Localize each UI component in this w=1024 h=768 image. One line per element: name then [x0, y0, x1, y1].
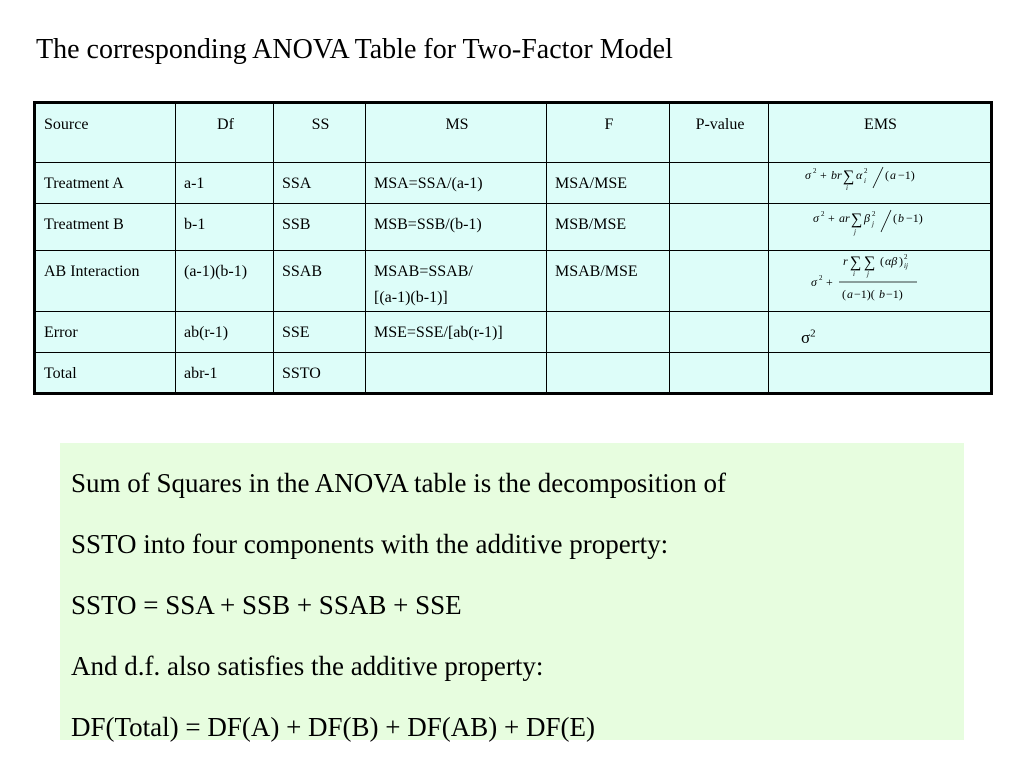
p-value-cell: [670, 352, 769, 393]
header-p-value: P-value: [670, 103, 769, 163]
svg-text:br: br: [831, 168, 842, 182]
note-line: SSTO into four components with the additive property:: [71, 529, 669, 559]
note-line: And d.f. also satisfies the additive property:: [71, 651, 544, 681]
svg-text:+: +: [820, 168, 827, 182]
svg-text:i: i: [846, 184, 848, 192]
svg-text:β: β: [864, 211, 870, 225]
p-value-cell: [670, 312, 769, 353]
svg-text:2: 2: [821, 210, 825, 218]
p-value-cell: [670, 204, 769, 251]
ms-cell: MSA=SSA/(a-1): [366, 163, 547, 204]
svg-text:b: b: [879, 287, 885, 301]
header-f: F: [547, 103, 670, 163]
svg-text:−1): −1): [906, 211, 923, 225]
source-cell: Total: [35, 352, 176, 393]
ss-cell: SSB: [274, 204, 366, 251]
anova-table: [33, 101, 993, 395]
svg-text:2: 2: [872, 210, 876, 218]
p-value-cell: [670, 251, 769, 312]
source-cell: Error: [35, 312, 176, 353]
table-row: [35, 251, 992, 312]
table-row: [35, 352, 992, 393]
note-line: DF(Total) = DF(A) + DF(B) + DF(AB) + DF(E): [71, 712, 595, 742]
table-header-row: [35, 103, 992, 163]
df-cell: ab(r-1): [176, 312, 274, 353]
f-cell: MSB/MSE: [547, 204, 670, 251]
svg-text:σ: σ: [805, 168, 811, 182]
source-cell: Treatment B: [35, 204, 176, 251]
svg-text:αβ: αβ: [885, 254, 898, 268]
page-title: The corresponding ANOVA Table for Two-Factor Model: [36, 34, 673, 65]
header-ss: SS: [274, 103, 366, 163]
svg-text:ar: ar: [839, 211, 850, 225]
svg-text:∑: ∑: [851, 211, 863, 228]
note-line: SSTO = SSA + SSB + SSAB + SSE: [71, 590, 462, 620]
svg-text:): ): [899, 254, 903, 268]
ems-formula-a: [769, 163, 992, 204]
ems-formula-a-drawing: [803, 165, 943, 193]
header-df: Df: [176, 103, 274, 163]
f-cell: [547, 352, 670, 393]
svg-text:σ: σ: [811, 275, 817, 289]
svg-text:2: 2: [904, 253, 908, 261]
svg-text:(: (: [842, 287, 846, 301]
ss-cell: SSAB: [274, 251, 366, 312]
source-cell: AB Interaction: [35, 251, 176, 312]
svg-text:−1)(: −1)(: [854, 287, 875, 301]
header-ms: MS: [366, 103, 547, 163]
df-cell: a-1: [176, 163, 274, 204]
f-cell: [547, 312, 670, 353]
svg-text:a: a: [890, 168, 896, 182]
sigma-symbol: σ: [801, 327, 811, 347]
ss-cell: SSA: [274, 163, 366, 204]
svg-text:j: j: [872, 220, 874, 228]
svg-text:b: b: [898, 211, 904, 225]
explanation-box: [60, 443, 964, 740]
df-cell: (a-1)(b-1): [176, 251, 274, 312]
svg-text:j: j: [867, 270, 869, 278]
header-ems: EMS: [769, 103, 992, 163]
svg-text:2: 2: [813, 167, 817, 175]
svg-text:(: (: [885, 168, 889, 182]
df-cell: b-1: [176, 204, 274, 251]
ms-cell: [366, 352, 547, 393]
ems-formula-ab: [769, 251, 992, 312]
svg-text:(: (: [893, 211, 897, 225]
svg-text:α: α: [856, 168, 863, 182]
svg-text:i: i: [864, 177, 866, 185]
svg-text:ij: ij: [904, 262, 908, 270]
svg-text:a: a: [847, 287, 853, 301]
ems-formula-ab-drawing: [809, 253, 949, 309]
ms-line-2: [(a-1)(b-1)]: [374, 289, 448, 306]
df-cell: abr-1: [176, 352, 274, 393]
sigma-exponent: 2: [810, 327, 816, 339]
ms-cell: [366, 251, 547, 312]
ms-line-1: MSAB=SSAB/: [374, 263, 473, 280]
ems-sigma-squared: [769, 312, 992, 353]
svg-text:σ: σ: [813, 211, 819, 225]
svg-text:∑: ∑: [864, 254, 876, 271]
ss-cell: SSTO: [274, 352, 366, 393]
p-value-cell: [670, 163, 769, 204]
svg-text:2: 2: [864, 167, 868, 175]
svg-text:(: (: [880, 254, 884, 268]
svg-text:−1): −1): [898, 168, 915, 182]
ems-formula-b-drawing: [811, 208, 951, 238]
svg-text:+: +: [828, 211, 835, 225]
ems-formula-b: [769, 204, 992, 251]
source-cell: Treatment A: [35, 163, 176, 204]
note-line: Sum of Squares in the ANOVA table is the decomposition of: [71, 468, 726, 498]
svg-text:j: j: [854, 228, 856, 236]
svg-text:+: +: [826, 275, 833, 289]
ms-cell: MSB=SSB/(b-1): [366, 204, 547, 251]
ss-cell: SSE: [274, 312, 366, 353]
svg-text:∑: ∑: [850, 254, 862, 271]
ms-cell: MSE=SSE/[ab(r-1)]: [366, 312, 547, 353]
svg-text:−1): −1): [886, 287, 903, 301]
table-row: [35, 312, 992, 353]
f-cell: MSAB/MSE: [547, 251, 670, 312]
ems-cell: [769, 352, 992, 393]
svg-text:i: i: [853, 270, 855, 278]
table-row: [35, 163, 992, 204]
header-source: Source: [35, 103, 176, 163]
svg-text:∑: ∑: [843, 168, 855, 185]
table-row: [35, 204, 992, 251]
svg-text:r: r: [843, 254, 848, 268]
f-cell: MSA/MSE: [547, 163, 670, 204]
svg-text:2: 2: [819, 274, 823, 282]
